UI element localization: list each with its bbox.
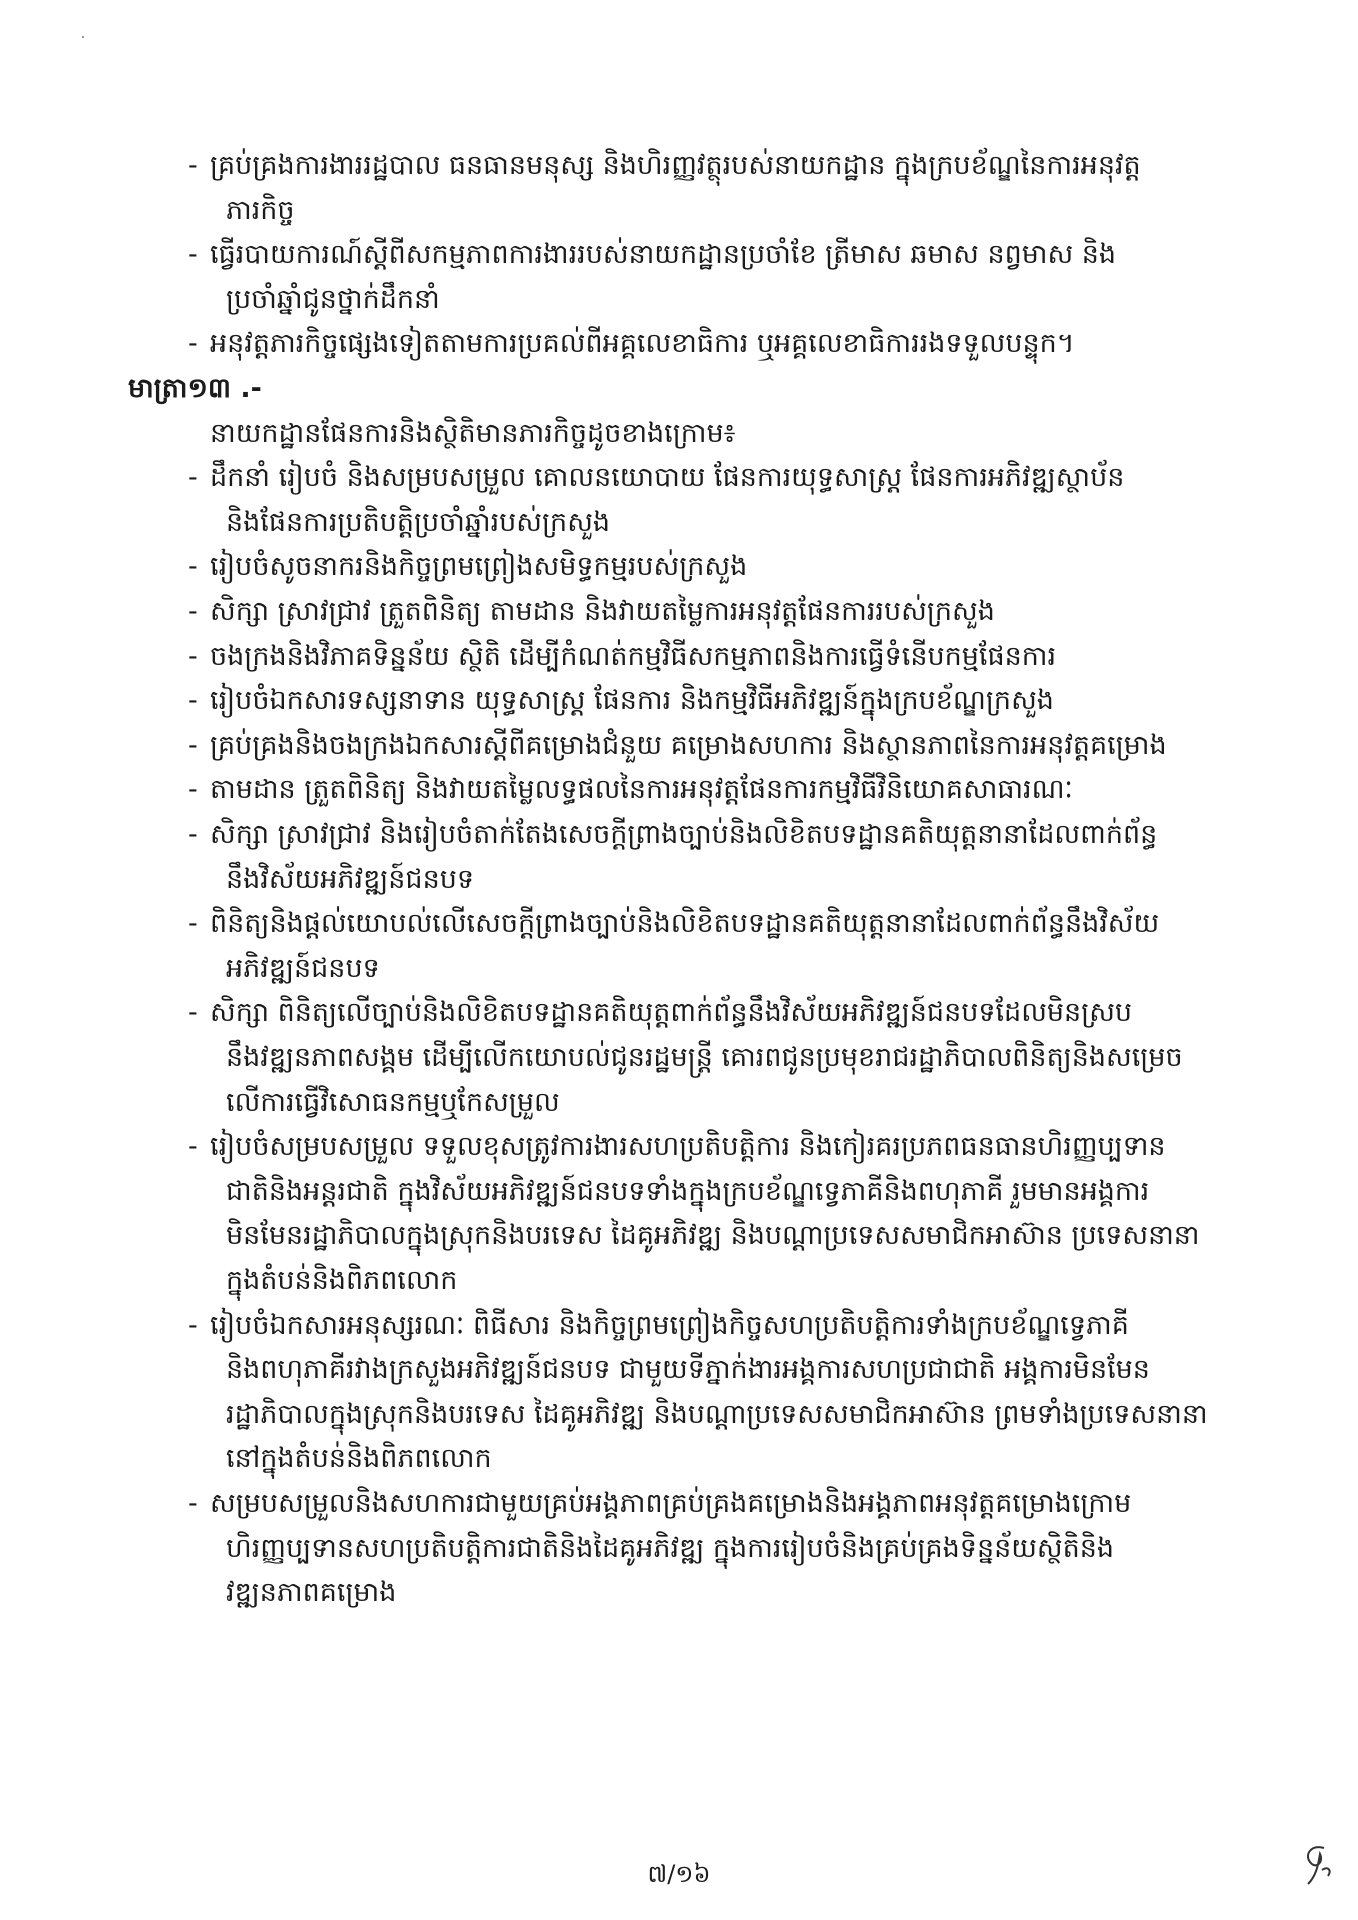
- line-text: នាយកដ្ឋានផែនការនិងស្ថិតិមានភារកិច្ចដូចខាងក្រោម៖: [210, 417, 736, 449]
- line-text: ចងក្រងនិងវិភាគទិន្នន័យ ស្ថិតិ ដើម្បីកំណត់កម្មវិធីសកម្មភាពនិងការធ្វើទំនើបកម្មផែនការ: [210, 640, 1057, 672]
- line-text: តាមដាន ត្រួតពិនិត្យ និងវាយតម្លៃលទ្ធផលនៃការអនុវត្តផែនការកម្មវិធីវិនិយោគសាធារណៈ: [210, 774, 1073, 806]
- page-number: ៧/១៦: [647, 1860, 711, 1888]
- line-text: រៀបចំសម្របសម្រួល ទទួលខុសត្រូវការងារសហប្រតិបត្តិការ និងកៀរគរប្រភពធនធានហិរញ្ញប្បទាន: [210, 1131, 1166, 1163]
- line-text: រៀបចំសូចនាករនិងកិច្ចព្រមព្រៀងសមិទ្ធកម្មរបស់ក្រសួង: [210, 551, 748, 583]
- article-heading: [128, 365, 1248, 413]
- list-item: [128, 1480, 1248, 1528]
- line-text: លើការធ្វើវិសោធនកម្មឬកែសម្រួល: [226, 1086, 560, 1118]
- list-item-continuation: [128, 1346, 1248, 1394]
- article-intro: [128, 410, 1248, 458]
- bullet-dash: -: [188, 596, 198, 627]
- list-item: [128, 231, 1248, 279]
- list-item-continuation: [128, 1257, 1248, 1305]
- line-text: មិនមែនរដ្ឋាភិបាលក្នុងស្រុកនិងបរទេស ដៃគូអភិវឌ្ឍ និងបណ្តាប្រទេសសមាជិកអាស៊ាន ប្រទេសនានា: [226, 1220, 1200, 1252]
- line-text: និងពហុភាគីរវាងក្រសួងអភិវឌ្ឍន៍ជនបទ ជាមួយទីភ្នាក់ងារអង្គការសហប្រជាជាតិ អង្គការមិនមែន: [226, 1354, 1150, 1386]
- list-item-continuation: [128, 1569, 1248, 1617]
- list-item-continuation: [128, 1525, 1248, 1573]
- line-text: ដឹកនាំ រៀបចំ និងសម្របសម្រួល គោលនយោបាយ ផែនការយុទ្ធសាស្ត្រ ផែនការអភិវឌ្ឍស្ថាប័ន: [210, 462, 1125, 494]
- line-text: រៀបចំឯកសារអនុស្សរណៈ ពិធីសារ និងកិច្ចព្រមព្រៀងកិច្ចសហប្រតិបត្តិការទាំងក្របខ័ណ្ឌទ្វេភាគី: [210, 1309, 1129, 1341]
- list-item: [128, 677, 1248, 725]
- bullet-dash: -: [188, 328, 198, 360]
- line-text: សិក្សា ពិនិត្យលើច្បាប់និងលិខិតបទដ្ឋានគតិយុត្តពាក់ព័ន្ធនឹងវិស័យអភិវឌ្ឍន៍ជនបទដែលមិនស្រប: [210, 997, 1133, 1029]
- bullet-dash: -: [188, 462, 198, 494]
- list-item-continuation: [128, 1168, 1248, 1216]
- line-text: ភារកិច្ច: [226, 194, 295, 226]
- list-item: [128, 588, 1248, 636]
- bullet-dash: -: [188, 1488, 198, 1519]
- list-item: [128, 900, 1248, 948]
- bullet-dash: -: [188, 640, 198, 672]
- line-text: សម្របសម្រួលនិងសហការជាមួយគ្រប់អង្គភាពគ្រប់គ្រងគម្រោងនិងអង្គភាពអនុវត្តគម្រោងក្រោម: [210, 1488, 1132, 1519]
- line-text: រដ្ឋាភិបាលក្នុងស្រុកនិងបរទេស ដៃគូអភិវឌ្ឍ និងបណ្តាប្រទេសសមាជិកអាស៊ាន ព្រមទាំងប្រទេសនានា: [226, 1398, 1208, 1430]
- line-text: អនុវត្តភារកិច្ចផ្សេងទៀតតាមការប្រគល់ពីអគ្គលេខាធិការ ឬអគ្គលេខាធិការរងទទួលបន្ទុក។: [210, 328, 1075, 360]
- line-text: សិក្សា ស្រាវជ្រាវ ត្រួតពិនិត្យ តាមដាន និងវាយតម្លៃការអនុវត្តផែនការរបស់ក្រសួង: [210, 596, 995, 627]
- line-text: វឌ្ឍនភាពគម្រោង: [226, 1577, 397, 1609]
- line-text: មាត្រា១៣ .-: [128, 373, 262, 404]
- list-item: [128, 1123, 1248, 1171]
- line-text: និងផែនការប្រតិបត្តិប្រចាំឆ្នាំរបស់ក្រសួង: [226, 506, 611, 538]
- line-text: ពិនិត្យនិងផ្តល់យោបល់លើសេចក្តីព្រាងច្បាប់និងលិខិតបទដ្ឋានគតិយុត្តនានាដែលពាក់ព័ន្ធនឹងវិស័យ: [210, 908, 1160, 940]
- bullet-dash: -: [188, 1309, 198, 1341]
- list-item: [128, 989, 1248, 1037]
- list-item-continuation: [128, 499, 1248, 547]
- line-text: សិក្សា ស្រាវជ្រាវ និងរៀបចំតាក់តែងសេចក្តីព្រាងច្បាប់និងលិខិតបទដ្ឋានគតិយុត្តនានាដែលពាក់ព័ន្ធ: [210, 819, 1158, 850]
- list-item-continuation: [128, 1079, 1248, 1127]
- handwritten-initial-mark: [1298, 1840, 1338, 1890]
- bullet-dash: -: [188, 150, 198, 181]
- bullet-dash: -: [188, 729, 198, 761]
- line-text: នឹងវិស័យអភិវឌ្ឍន៍ជនបទ: [226, 863, 474, 895]
- list-item: [128, 633, 1248, 681]
- list-item-continuation: [128, 276, 1248, 324]
- line-text: ប្រចាំឆ្នាំជូនថ្នាក់ដឹកនាំ: [226, 283, 440, 315]
- scan-speck: [82, 36, 84, 38]
- list-item-continuation: [128, 1212, 1248, 1260]
- bullet-dash: -: [188, 239, 198, 271]
- line-text: អភិវឌ្ឍន៍ជនបទ: [226, 952, 380, 984]
- bullet-dash: -: [188, 997, 198, 1029]
- list-item-continuation: [128, 1435, 1248, 1483]
- list-item: [128, 543, 1248, 591]
- bullet-dash: -: [188, 819, 198, 850]
- line-text: ធ្វើរបាយការណ៍ស្តីពីសកម្មភាពការងាររបស់នាយកដ្ឋានប្រចាំខែ ត្រីមាស ឆមាស នព្វមាស និង: [210, 239, 1117, 271]
- bullet-dash: -: [188, 551, 198, 583]
- line-text: ហិរញ្ញប្បទានសហប្រតិបត្តិការជាតិនិងដៃគូអភិវឌ្ឍ ក្នុងការរៀបចំនិងគ្រប់គ្រងទិន្នន័យស្ថិតិនិង: [226, 1532, 1115, 1564]
- line-text: គ្រប់គ្រងនិងចងក្រងឯកសារស្តីពីគម្រោងជំនួយ គម្រោងសហការ និងស្ថានភាពនៃការអនុវត្តគម្រោង: [210, 729, 1167, 761]
- line-text: នៅក្នុងតំបន់និងពិភពលោក: [226, 1443, 492, 1475]
- list-item: [128, 811, 1248, 859]
- list-item-continuation: [128, 1034, 1248, 1082]
- list-item-continuation: [128, 187, 1248, 235]
- line-text: គ្រប់គ្រងការងាររដ្ឋបាល ធនធានមនុស្ស និងហិរញ្ញវត្ថុរបស់នាយកដ្ឋាន ក្នុងក្របខ័ណ្ឌនៃការអនុវត្ត: [210, 150, 1141, 181]
- list-item-continuation: [128, 945, 1248, 993]
- list-item-continuation: [128, 1391, 1248, 1439]
- line-text: រៀបចំឯកសារទស្សនាទាន យុទ្ធសាស្ត្រ ផែនការ និងកម្មវិធីអភិវឌ្ឍន៍ក្នុងក្របខ័ណ្ឌក្រសួង: [210, 685, 1054, 717]
- list-item: [128, 142, 1248, 190]
- line-text: នឹងវឌ្ឍនភាពសង្គម ដើម្បីលើកយោបល់ជូនរដ្ឋមន្ត្រី គោរពជូនប្រមុខរាជរដ្ឋាភិបាលពិនិត្យនិងសម្រេច: [226, 1042, 1183, 1073]
- line-text: ក្នុងតំបន់និងពិភពលោក: [226, 1265, 458, 1296]
- list-item: [128, 766, 1248, 814]
- bullet-dash: -: [188, 908, 198, 940]
- list-item: [128, 1302, 1248, 1350]
- bullet-dash: -: [188, 774, 198, 806]
- list-item-continuation: [128, 856, 1248, 904]
- list-item: [128, 454, 1248, 502]
- list-item: [128, 320, 1248, 368]
- bullet-dash: -: [188, 1131, 198, 1163]
- list-item: [128, 722, 1248, 770]
- line-text: ជាតិនិងអន្តរជាតិ ក្នុងវិស័យអភិវឌ្ឍន៍ជនបទទាំងក្នុងក្របខ័ណ្ឌទ្វេភាគីនិងពហុភាគី រួមមានអង្គការ: [226, 1175, 1150, 1207]
- bullet-dash: -: [188, 685, 198, 717]
